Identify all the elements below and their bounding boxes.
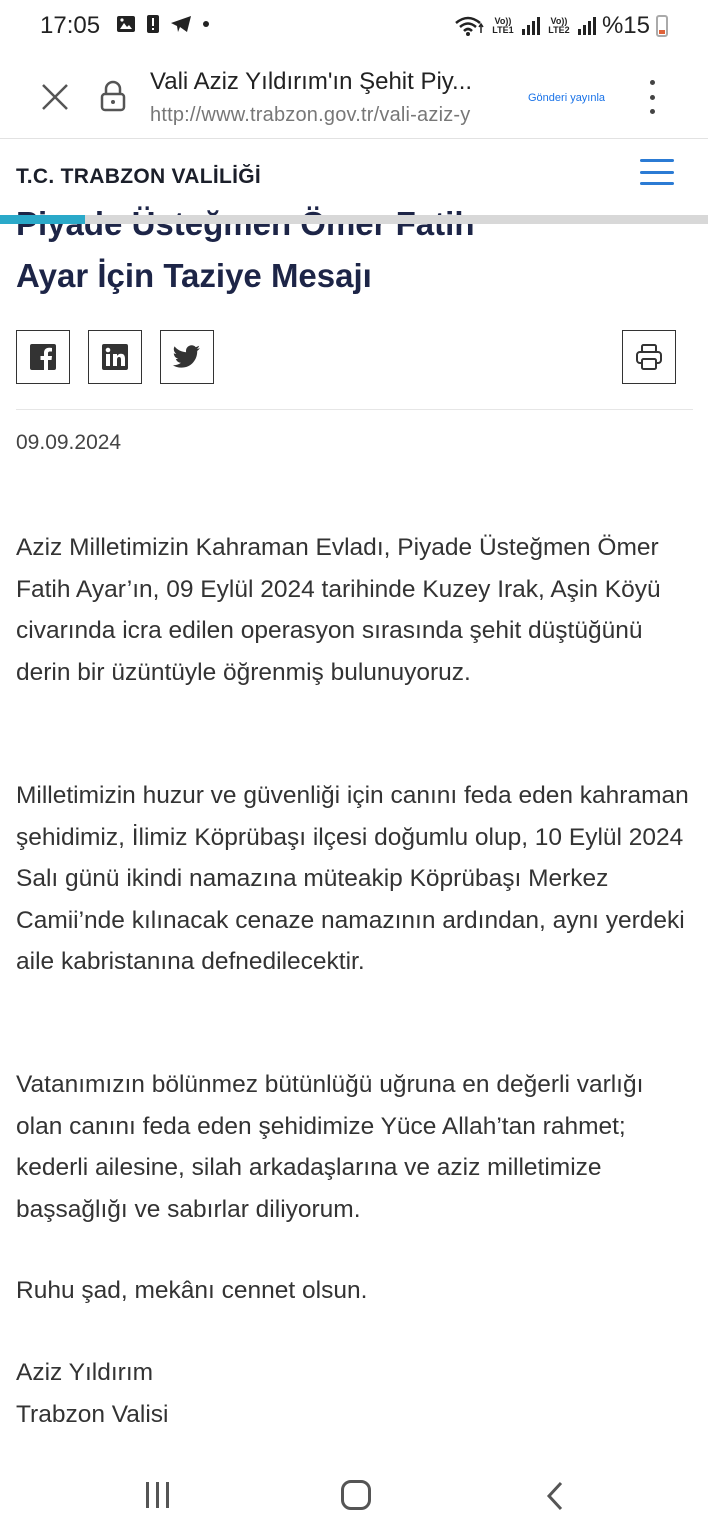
- system-navigation-bar: [0, 1460, 708, 1536]
- twitter-icon: [173, 345, 201, 369]
- headline-top-line: [16, 202, 474, 246]
- more-options-icon[interactable]: [646, 80, 658, 114]
- headline-line2: Ayar İçin Taziye Mesajı: [16, 257, 372, 294]
- back-icon[interactable]: [544, 1480, 566, 1512]
- signal-bars-2: [578, 17, 596, 35]
- article-paragraph-4: Ruhu şad, mekânı cennet olsun.: [16, 1277, 368, 1304]
- browser-toolbar: [0, 54, 708, 139]
- wifi-icon: [454, 15, 484, 37]
- printer-icon: [635, 343, 663, 371]
- facebook-share-button[interactable]: [16, 330, 70, 384]
- publish-post-button[interactable]: Gönderi yayınla: [528, 92, 606, 104]
- linkedin-share-button[interactable]: [88, 330, 142, 384]
- dot-icon: [202, 20, 210, 28]
- close-icon[interactable]: [40, 82, 70, 112]
- twitter-share-button[interactable]: [160, 330, 214, 384]
- alert-icon: [146, 14, 160, 34]
- battery-percent: %15: [601, 12, 650, 39]
- status-time: 17:05: [40, 12, 101, 39]
- image-icon: [116, 15, 136, 33]
- article-date: 09.09.2024: [16, 431, 122, 454]
- print-button[interactable]: [622, 330, 676, 384]
- lock-icon[interactable]: [100, 80, 126, 112]
- battery-icon: [656, 15, 668, 37]
- sim2-label: Vo)) LTE2: [548, 16, 570, 35]
- status-right: [454, 12, 668, 40]
- home-icon[interactable]: [341, 1480, 371, 1510]
- facebook-icon: [30, 344, 56, 370]
- recent-apps-icon[interactable]: [146, 1482, 169, 1508]
- article-paragraph-1: Aziz Milletimizin Kahraman Evladı, Piyade Üsteğmen Ömer Fatih Ayar’ın, 09 Eylül 2024 tarihinde Kuzey Irak, Aşin Köyü civarında icra edilen operasyon sırasında şehit düştüğünü derin bir üzüntüyle öğrenmiş bulunuyoruz.: [16, 534, 661, 686]
- url-text[interactable]: http://www.trabzon.gov.tr/vali-aziz-y: [150, 104, 471, 126]
- sim1-label: Vo)) LTE1: [492, 16, 514, 35]
- telegram-icon: [170, 15, 192, 33]
- tab-title: Vali Aziz Yıldırım'ın Şehit Piy...: [150, 68, 473, 95]
- menu-icon[interactable]: [640, 159, 674, 185]
- divider: [16, 409, 693, 410]
- signal-bars-1: [522, 17, 540, 35]
- signature-name: Aziz Yıldırım: [16, 1359, 154, 1386]
- scroll-progress-bar: [0, 215, 708, 224]
- notification-icons: [116, 14, 210, 34]
- linkedin-icon: [102, 344, 128, 370]
- site-title[interactable]: T.C. TRABZON VALİLİĞİ: [16, 165, 262, 188]
- article-paragraph-3: Vatanımızın bölünmez bütünlüğü uğruna en değerli varlığı olan canını feda eden şehidimize Yüce Allah’tan rahmet; kederli ailesine, silah arkadaşlarına ve aziz milletimize başsağlığı ve sabırlar diliyorum.: [16, 1071, 644, 1223]
- article-paragraph-2: Milletimizin huzur ve güvenliği için canını feda eden kahraman şehidimiz, İlimiz Köprübaşı ilçesi doğumlu olup, 10 Eylül 2024 Salı günü ikindi namazına müteakip Köprübaşı Merkez Camii’nde kılınacak cenaze namazının ardından, aynı yerdeki aile kabristanına defnedilecektir.: [16, 782, 689, 975]
- scroll-progress-fill: [0, 215, 85, 224]
- signature-title: Trabzon Valisi: [16, 1401, 169, 1428]
- status-bar: [0, 0, 708, 54]
